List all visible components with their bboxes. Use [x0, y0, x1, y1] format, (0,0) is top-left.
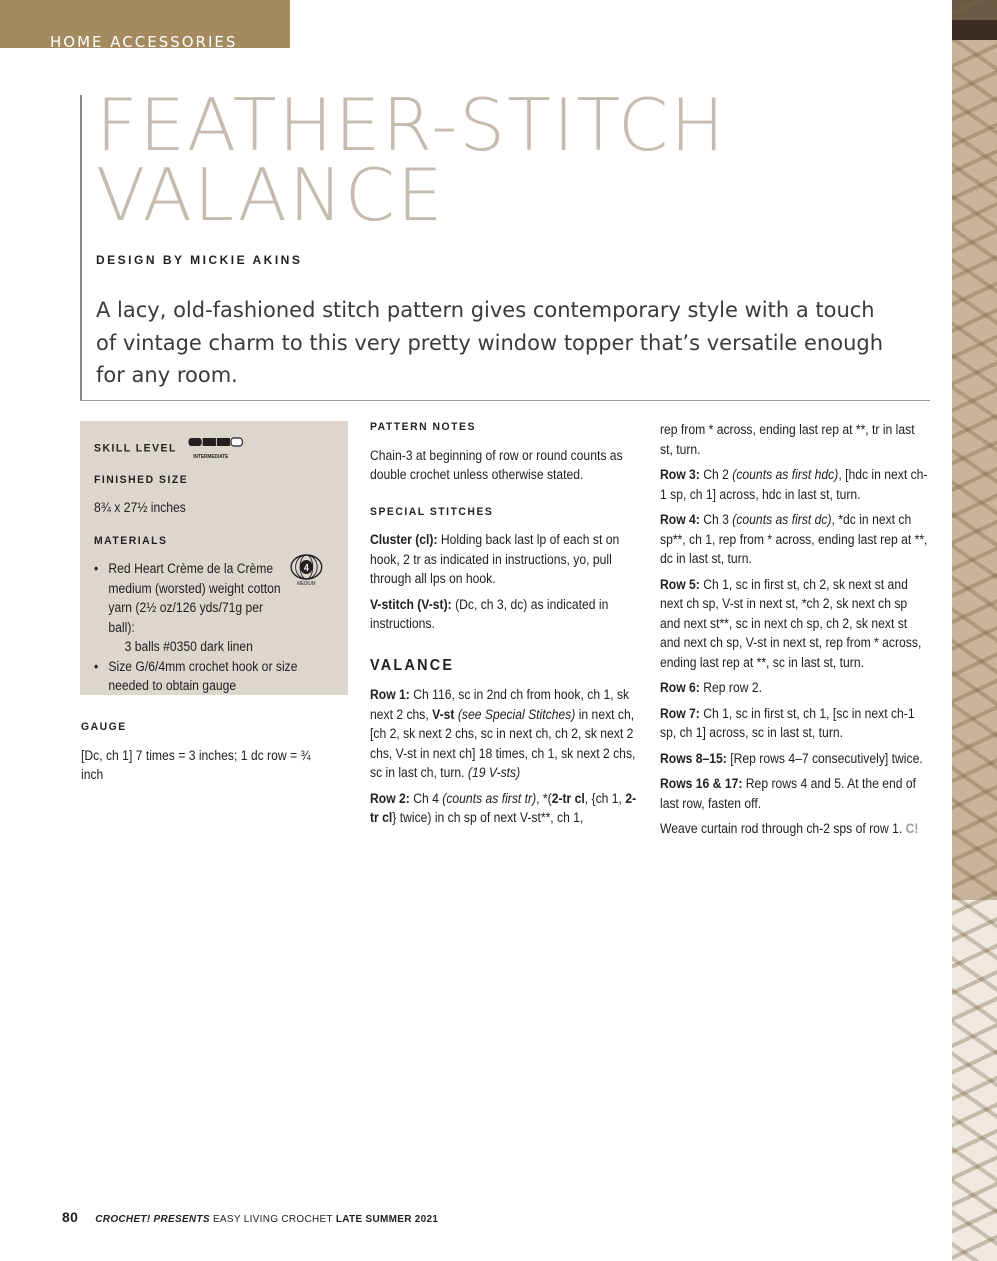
row-5-instruction: Row 5: Ch 1, sc in first st, ch 2, sk next st and next ch sp, V-st in next st, *ch 2, sk next ch sp and next st**, sc in next ch sp, ch 2, sk next st and next ch sp, V-st in next st, rep from * across, ending last rep at **, sc in last st, turn.	[660, 576, 922, 670]
right-column	[660, 420, 930, 845]
content-divider	[80, 400, 930, 401]
material-item: • Red Heart Crème de la Crème medium (worsted) weight cotton yarn (2½ oz/126 yds/71g per ball): 3 balls #0350 dark linen	[94, 559, 288, 657]
gauge-text: [Dc, ch 1] 7 times = 3 inches; 1 dc row = ¾ inch	[81, 747, 311, 782]
material-subitem: 3 balls #0350 dark linen	[124, 639, 253, 654]
valance-heading: VALANCE	[370, 656, 455, 674]
title-line-1: FEATHER-STITCH	[96, 83, 727, 167]
materials-heading: MATERIALS	[94, 534, 168, 547]
special-stitches-heading: SPECIAL STITCHES	[370, 505, 494, 518]
row-6-instruction: Row 6: Rep row 2.	[660, 680, 762, 695]
finished-size: 8¾ x 27½ inches	[94, 500, 186, 515]
gauge-section	[81, 718, 333, 785]
footer-brand: CROCHET! PRESENTS	[95, 1214, 210, 1225]
cluster-definition: Cluster (cl): Holding back last lp of each st on hook, 2 tr as indicated in instructions, yo, pull through all lps on hook.	[370, 532, 620, 586]
finished-size-heading: FINISHED SIZE	[94, 473, 189, 486]
page-footer	[62, 1209, 438, 1225]
title-line-2: VALANCE	[96, 153, 445, 237]
middle-column	[370, 418, 640, 834]
valance-photo	[952, 0, 997, 1261]
row-2-instruction-start: Row 2: Ch 4 (counts as first tr), *(2-tr cl, {ch 1, 2-tr cl} twice) in ch sp of next V-st**, ch 1,	[370, 790, 637, 825]
skill-caption: INTERMEDIATE	[193, 454, 229, 460]
page-title	[96, 83, 727, 237]
footer-publication: EASY LIVING CROCHET	[212, 1214, 333, 1225]
title-rule	[80, 95, 82, 400]
row-1-instruction: Row 1: Ch 116, sc in 2nd ch from hook, ch 1, sk next 2 chs, V-st (see Special Stitches) in next ch, [ch 2, sk next 2 chs, sc in next ch, ch 2, sk next 2 chs, V-st in next ch] 18 times, ch 1, sk next 2 chs, sc in last ch, turn. (19 V-sts)	[370, 687, 636, 780]
row-4-instruction: Row 4: Ch 3 (counts as first dc), *dc in next ch sp**, ch 1, rep from * across, ending last rep at **, dc in last st, turn.	[660, 512, 928, 566]
intro-paragraph: A lacy, old-fashioned stitch pattern gives contemporary style with a touch of vintage charm to this very pretty window topper that’s versatile enough for any room.	[96, 298, 884, 387]
yarn-weight-icon	[288, 553, 324, 593]
pattern-notes-heading: PATTERN NOTES	[370, 421, 476, 433]
gauge-heading: GAUGE	[81, 721, 127, 733]
curtain-rod-photo	[952, 20, 997, 40]
row-2-instruction-end: rep from * across, ending last rep at **, tr in last st, turn.	[660, 422, 915, 457]
yarn-weight-label: MEDIUM	[297, 581, 316, 587]
vstitch-definition: V-stitch (V-st): (Dc, ch 3, dc) as indicated in instructions.	[370, 596, 609, 631]
footer-issue: LATE SUMMER 2021	[335, 1214, 439, 1225]
pattern-notes-text: Chain-3 at beginning of row or round counts as double crochet unless otherwise stated.	[370, 447, 623, 482]
finishing-instruction: Weave curtain rod through ch-2 sps of row 1. C!	[660, 821, 919, 836]
rows-8-15-instruction: Rows 8–15: [Rep rows 4–7 consecutively] twice.	[660, 750, 923, 766]
section-label: HOME ACCESSORIES	[50, 33, 238, 51]
row-7-instruction: Row 7: Ch 1, sc in first st, ch 1, [sc in next ch-1 sp, ch 1] across, sc in last st, turn.	[660, 705, 915, 740]
sidebar-content	[94, 435, 337, 696]
yarn-weight-number: 4	[303, 562, 309, 575]
rows-16-17-instruction: Rows 16 & 17: Rep rows 4 and 5. At the end of last row, fasten off.	[660, 776, 917, 811]
row-3-instruction: Row 3: Ch 2 (counts as first hdc), [hdc in next ch-1 sp, ch 1] across, hdc in last st, turn.	[660, 467, 928, 502]
page-number: 80	[62, 1209, 79, 1225]
byline: DESIGN BY MICKIE AKINS	[96, 253, 303, 267]
skill-level-heading: SKILL LEVEL INTERMEDIATE	[94, 435, 349, 463]
end-mark-logo: C!	[905, 821, 919, 836]
material-item: • Size G/6/4mm crochet hook or size needed to obtain gauge	[94, 657, 324, 696]
